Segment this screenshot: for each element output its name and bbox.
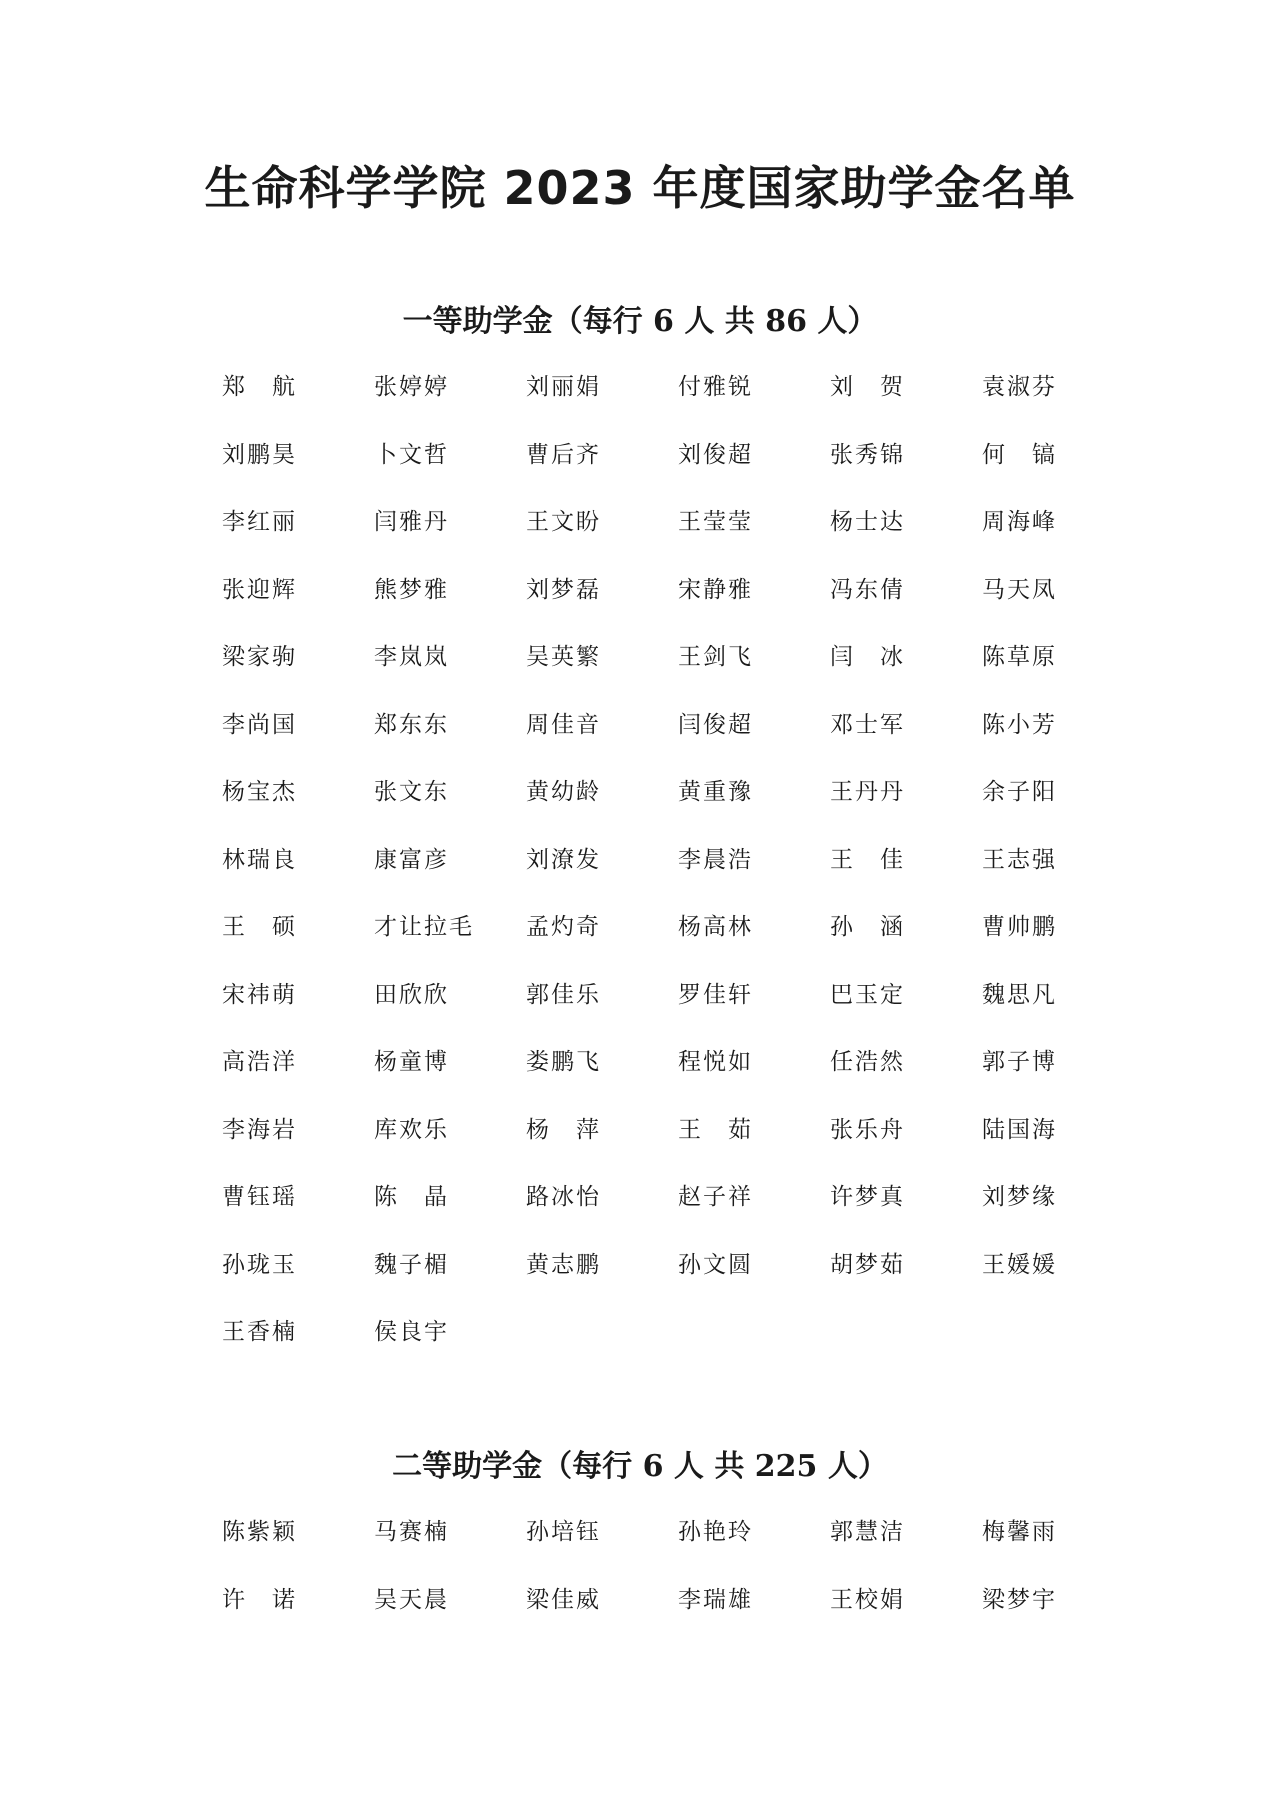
name-entry: 马赛楠 — [374, 1519, 449, 1545]
name-entry: 吴英繁 — [526, 644, 601, 670]
name-entry: 黄志鹏 — [526, 1251, 601, 1278]
name-entry: 闫雅丹 — [374, 509, 449, 535]
name-entry: 曹帅鹏 — [982, 914, 1057, 940]
name-entry: 才让拉毛 — [374, 914, 474, 940]
name-entry: 杨宝杰 — [222, 779, 297, 805]
name-entry: 库欢乐 — [374, 1116, 449, 1143]
name-entry: 孙珑玉 — [222, 1251, 297, 1278]
name-entry: 杨士达 — [830, 509, 905, 535]
name-entry: 余子阳 — [982, 779, 1057, 805]
name-entry: 曹后齐 — [526, 441, 601, 468]
name-entry: 许 诺 — [222, 1586, 297, 1613]
name-entry: 孙艳玲 — [678, 1519, 753, 1545]
name-entry: 陈紫颖 — [222, 1519, 297, 1545]
name-entry: 宋静雅 — [678, 576, 753, 603]
name-entry: 王莹莹 — [678, 509, 753, 535]
name-entry: 娄鹏飞 — [526, 1049, 601, 1075]
name-entry: 刘鹏昊 — [222, 441, 297, 468]
name-entry: 陈 晶 — [374, 1184, 449, 1210]
name-entry: 王志强 — [982, 846, 1057, 873]
name-entry: 冯东倩 — [830, 576, 905, 603]
section-heading-first-class: 一等助学金（每行 6 人 共 86 人） — [402, 304, 878, 339]
name-entry: 刘丽娟 — [526, 374, 601, 400]
name-entry: 林瑞良 — [222, 846, 297, 873]
name-entry: 王 佳 — [830, 846, 905, 873]
name-entry: 闫俊超 — [678, 711, 753, 738]
name-entry: 黄幼龄 — [526, 779, 601, 805]
name-entry: 孙培钰 — [526, 1519, 601, 1545]
name-entry: 郭子博 — [982, 1049, 1057, 1075]
name-list-first-class — [222, 370, 1122, 1383]
name-entry: 王 茹 — [678, 1116, 753, 1143]
name-entry: 梁佳威 — [526, 1586, 601, 1613]
name-entry: 周佳音 — [526, 711, 601, 738]
name-entry: 郑 航 — [222, 374, 297, 400]
name-entry: 巴玉定 — [830, 981, 905, 1008]
name-entry: 许梦真 — [830, 1184, 905, 1210]
name-entry: 刘梦缘 — [982, 1184, 1057, 1210]
name-entry: 张婷婷 — [374, 374, 449, 400]
name-entry: 魏子楣 — [374, 1251, 449, 1278]
name-entry: 李晨浩 — [678, 846, 753, 873]
name-entry: 路冰怡 — [526, 1184, 601, 1210]
name-entry: 刘俊超 — [678, 441, 753, 468]
name-entry: 刘 贺 — [830, 374, 905, 400]
name-entry: 王媛媛 — [982, 1251, 1057, 1278]
name-entry: 曹钰瑶 — [222, 1184, 297, 1210]
name-entry: 王 硕 — [222, 914, 297, 940]
name-entry: 黄重豫 — [678, 779, 753, 805]
name-entry: 李岚岚 — [374, 644, 449, 670]
name-entry: 梁梦宇 — [982, 1586, 1057, 1613]
name-entry: 刘梦磊 — [526, 576, 601, 603]
name-entry: 陈小芳 — [982, 711, 1057, 738]
name-entry: 张文东 — [374, 779, 449, 805]
name-entry: 李海岩 — [222, 1116, 297, 1143]
name-entry: 杨高林 — [678, 914, 753, 940]
name-entry: 付雅锐 — [678, 374, 753, 400]
name-entry: 高浩洋 — [222, 1049, 297, 1075]
name-entry: 梅馨雨 — [982, 1519, 1057, 1545]
name-entry: 胡梦茹 — [830, 1251, 905, 1278]
document-title: 生命科学学院 2023 年度国家助学金名单 — [204, 161, 1076, 215]
name-entry: 王丹丹 — [830, 779, 905, 805]
name-list-second-class — [222, 1515, 1122, 1650]
name-entry: 侯良宇 — [374, 1319, 449, 1345]
name-entry: 张秀锦 — [830, 441, 905, 468]
name-entry: 张乐舟 — [830, 1116, 905, 1143]
name-entry: 刘潦发 — [526, 846, 601, 873]
name-entry: 袁淑芬 — [982, 374, 1057, 400]
name-entry: 邓士军 — [830, 711, 905, 738]
name-entry: 任浩然 — [830, 1049, 905, 1075]
name-entry: 张迎辉 — [222, 576, 297, 603]
name-entry: 孙文圆 — [678, 1251, 753, 1278]
name-entry: 何 镐 — [982, 441, 1057, 468]
name-entry: 田欣欣 — [374, 981, 449, 1008]
name-entry: 赵子祥 — [678, 1184, 753, 1210]
name-entry: 陆国海 — [982, 1116, 1057, 1143]
name-entry: 陈草原 — [982, 644, 1057, 670]
name-entry: 李红丽 — [222, 509, 297, 535]
name-entry: 孙 涵 — [830, 914, 905, 940]
name-entry: 李瑞雄 — [678, 1586, 753, 1613]
name-entry: 李尚国 — [222, 711, 297, 738]
name-entry: 郭慧洁 — [830, 1519, 905, 1545]
name-entry: 郭佳乐 — [526, 981, 601, 1008]
name-entry: 魏思凡 — [982, 981, 1057, 1008]
name-entry: 熊梦雅 — [374, 576, 449, 603]
name-entry: 王香楠 — [222, 1319, 297, 1345]
name-entry: 周海峰 — [982, 509, 1057, 535]
name-entry: 康富彦 — [374, 846, 449, 873]
name-entry: 王文盼 — [526, 509, 601, 535]
name-entry: 孟灼奇 — [526, 914, 601, 940]
name-entry: 程悦如 — [678, 1049, 753, 1075]
section-heading-second-class: 二等助学金（每行 6 人 共 225 人） — [392, 1449, 888, 1484]
name-entry: 宋祎萌 — [222, 981, 297, 1008]
name-entry: 郑东东 — [374, 711, 449, 738]
name-entry: 吴天晨 — [374, 1586, 449, 1613]
name-entry: 王校娟 — [830, 1586, 905, 1613]
name-entry: 马天凤 — [982, 576, 1057, 603]
name-entry: 梁家驹 — [222, 644, 297, 670]
name-entry: 闫 冰 — [830, 644, 905, 670]
name-entry: 杨 萍 — [526, 1116, 601, 1143]
name-entry: 罗佳轩 — [678, 981, 753, 1008]
name-entry: 杨童博 — [374, 1049, 449, 1075]
name-entry: 王剑飞 — [678, 644, 753, 670]
name-entry: 卜文哲 — [374, 441, 449, 468]
